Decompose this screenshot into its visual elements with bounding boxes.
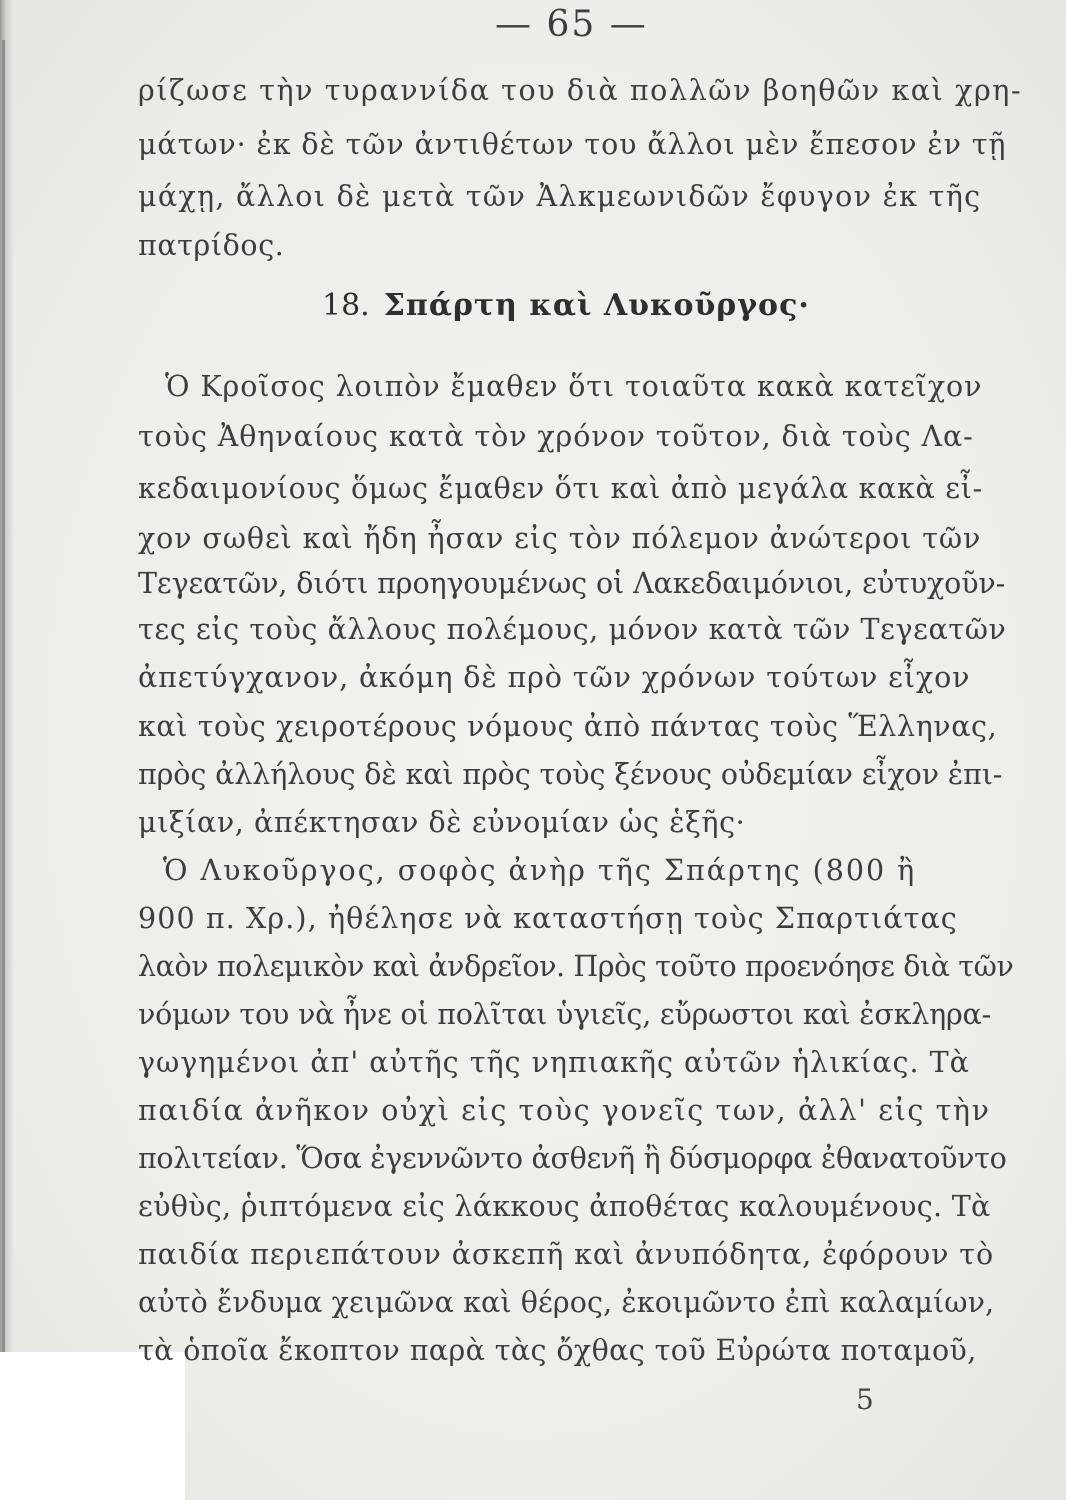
text-line: Τεγεατῶν, διότι προηγουμένως οἱ Λακεδαιμόνιοι, εὐτυχοῦν- (138, 567, 1006, 600)
text-line: χον σωθεὶ καὶ ἤδη ἦσαν εἰς τὸν πόλεμον ἀνώτεροι τῶν (138, 522, 982, 555)
text-line: τὰ ὁποῖα ἔκοπτον παρὰ τὰς ὄχθας τοῦ Εὐρώτα ποταμοῦ, (138, 1334, 977, 1367)
text-line: τοὺς Ἀθηναίους κατὰ τὸν χρόνον τοῦτον, διὰ τοὺς Λα- (138, 420, 974, 453)
text-line: εὐθὺς, ῥιπτόμενα εἰς λάκκους ἀποθέτας καλουμένους. Τὰ (138, 1190, 991, 1223)
text-line: πατρίδος. (138, 229, 285, 262)
text-line: Ὁ Λυκοῦργος, σοφὸς ἀνὴρ τῆς Σπάρτης (800 ἢ (163, 854, 917, 887)
text-line: λαὸν πολεμικὸν καὶ ἀνδρεῖον. Πρὸς τοῦτο προενόησε διὰ τῶν (138, 950, 1014, 983)
text-line: καὶ τοὺς χειροτέρους νόμους ἀπὸ πάντας τοὺς Ἕλληνας, (138, 710, 998, 743)
text-line: μιξίαν, ἀπέκτησαν δὲ εὐνομίαν ὡς ἑξῆς· (138, 806, 746, 839)
text-line: 900 π. Χρ.), ἠθέλησε νὰ καταστήσῃ τοὺς Σπαρτιάτας (138, 902, 958, 935)
binding-shadow-line (2, 40, 5, 1400)
text-line: μάτων· ἐκ δὲ τῶν ἀντιθέτων του ἄλλοι μὲν ἔπεσον ἐν τῇ (138, 128, 1007, 161)
signature-mark: 5 (856, 1383, 874, 1416)
text-line: πρὸς ἀλλήλους δὲ καὶ πρὸς τοὺς ξένους οὐδεμίαν εἶχον ἐπι- (138, 758, 1003, 791)
section-number: 18. (322, 288, 370, 323)
text-line: Ὁ Κροῖσος λοιπὸν ἔμαθεν ὅτι τοιαῦτα κακὰ κατεῖχον (165, 370, 983, 403)
text-line: ἀπετύγχανον, ἀκόμη δὲ πρὸ τῶν χρόνων τούτων εἶχον (138, 661, 971, 694)
text-line: μάχῃ, ἄλλοι δὲ μετὰ τῶν Ἀλκμεωνιδῶν ἔφυγον ἐκ τῆς (138, 180, 982, 213)
page-number: — 65 — (495, 4, 648, 45)
section-title: Σπάρτη καὶ Λυκοῦργος· (383, 288, 810, 323)
text-line: πολιτείαν. Ὅσα ἐγεννῶντο ἀσθενῆ ἢ δύσμορφα ἐθανατοῦντο (138, 1142, 1007, 1175)
text-line: κεδαιμονίους ὅμως ἔμαθεν ὅτι καὶ ἀπὸ μεγάλα κακὰ εἶ- (138, 472, 983, 505)
text-line: τες εἰς τοὺς ἄλλους πολέμους, μόνον κατὰ τῶν Τεγεατῶν (138, 613, 1007, 646)
scan-blank-corner (0, 1352, 185, 1500)
text-line: γωγημένοι ἀπ' αὐτῆς τῆς νηπιακῆς αὐτῶν ἡλικίας. Τὰ (138, 1046, 970, 1079)
text-line: παιδία ἀνῆκον οὐχὶ εἰς τοὺς γονεῖς των, ἀλλ' εἰς τὴν (138, 1094, 991, 1127)
section-heading (322, 288, 810, 323)
text-line: νόμων του νὰ ἦνε οἱ πολῖται ὑγιεῖς, εὔρωστοι καὶ ἐσκληρα- (138, 998, 992, 1031)
text-line: ρίζωσε τὴν τυραννίδα του διὰ πολλῶν βοηθῶν καὶ χρη- (138, 74, 1023, 107)
text-line: αὐτὸ ἔνδυμα χειμῶνα καὶ θέρος, ἐκοιμῶντο ἐπὶ καλαμίων, (138, 1286, 995, 1319)
text-line: παιδία περιεπάτουν ἀσκεπῆ καὶ ἀνυπόδητα, ἐφόρουν τὸ (138, 1238, 995, 1271)
